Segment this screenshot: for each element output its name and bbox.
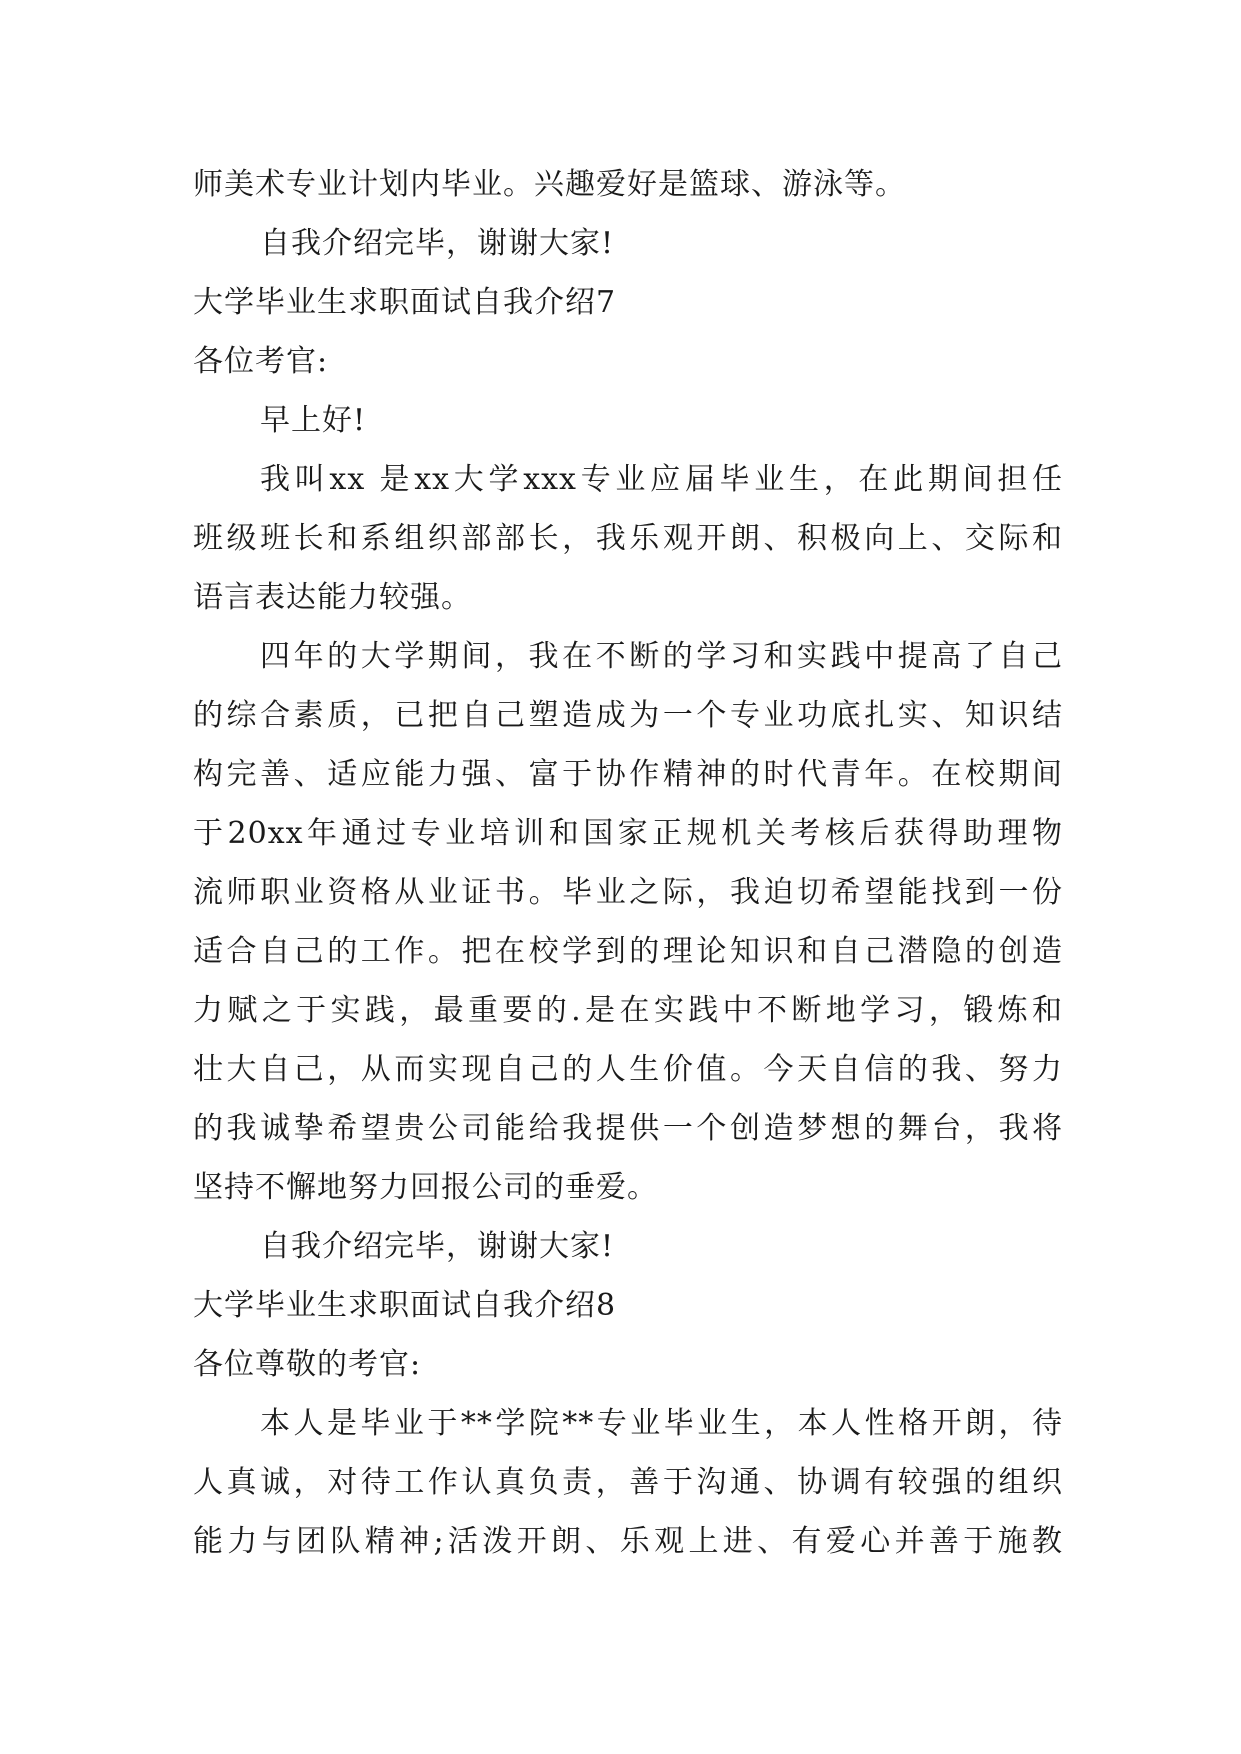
text-line: 能力与团队精神;活泼开朗、乐观上进、有爱心并善于施教: [193, 1524, 1063, 1559]
text-line: 坚持不懈地努力回报公司的垂爱。: [193, 1170, 658, 1205]
section-heading: 大学毕业生求职面试自我介绍8: [193, 1288, 617, 1323]
text-line: 人真诚，对待工作认真负责，善于沟通、协调有较强的组织: [193, 1465, 1063, 1500]
text-line: 四年的大学期间，我在不断的学习和实践中提高了自己: [260, 639, 1063, 674]
salutation: 各位考官:: [193, 344, 329, 379]
section-heading: 大学毕业生求职面试自我介绍7: [193, 285, 617, 320]
text-line: 我叫xx 是xx大学xxx专业应届毕业生，在此期间担任: [260, 462, 1063, 497]
text-line: 壮大自己，从而实现自己的人生价值。今天自信的我、努力: [193, 1052, 1063, 1087]
text-line: 班级班长和系组织部部长，我乐观开朗、积极向上、交际和: [193, 521, 1063, 556]
text-line: 师美术专业计划内毕业。兴趣爱好是篮球、游泳等。: [193, 167, 906, 202]
text-line: 流师职业资格从业证书。毕业之际，我迫切希望能找到一份: [193, 875, 1063, 910]
text-line: 本人是毕业于**学院**专业毕业生，本人性格开朗，待: [260, 1406, 1063, 1441]
text-line: 语言表达能力较强。: [193, 580, 472, 615]
text-line: 构完善、适应能力强、富于协作精神的时代青年。在校期间: [193, 757, 1063, 792]
text-line: 的综合素质，已把自己塑造成为一个专业功底扎实、知识结: [193, 698, 1063, 733]
text-line: 于20xx年通过专业培训和国家正规机关考核后获得助理物: [193, 816, 1063, 851]
salutation: 各位尊敬的考官:: [193, 1347, 422, 1382]
text-line: 适合自己的工作。把在校学到的理论知识和自己潜隐的创造: [193, 934, 1063, 969]
text-line: 自我介绍完毕，谢谢大家!: [260, 226, 615, 261]
text-line: 自我介绍完毕，谢谢大家!: [260, 1229, 615, 1264]
text-line: 力赋之于实践，最重要的.是在实践中不断地学习，锻炼和: [193, 993, 1063, 1028]
document-body: [193, 155, 1063, 1571]
text-line: 的我诚挚希望贵公司能给我提供一个创造梦想的舞台，我将: [193, 1111, 1063, 1146]
greeting: 早上好!: [260, 403, 367, 438]
